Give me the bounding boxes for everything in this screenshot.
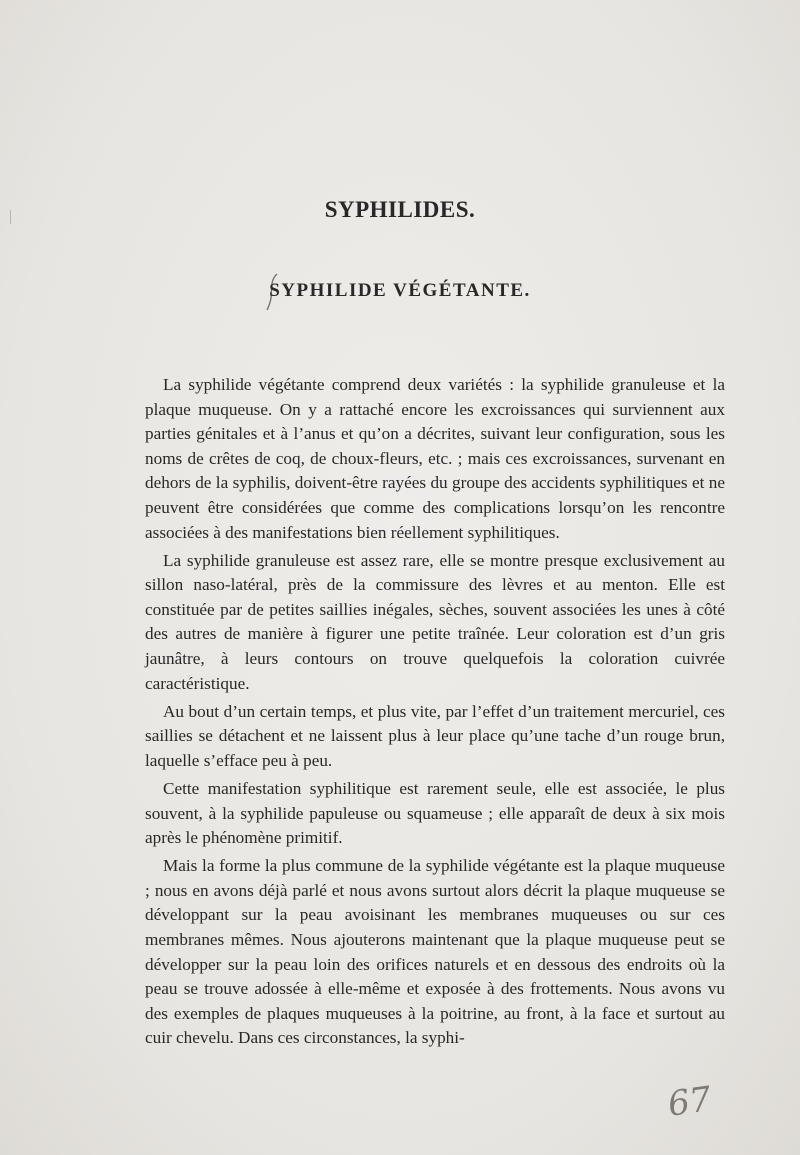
paragraph: La syphilide granuleuse est assez rare, elle se montre presque exclusivement au sillon naso-latéral, près de la commissure des lèvres et au menton. Elle est constituée par de petites saillies inégales, sèches, souvent associées les unes à côté des autres de manière à figurer une petite traînée. Leur coloration est d’un gris jaunâtre, à leurs contours on trouve quelquefois la coloration cuivrée caractéristique. (145, 550, 725, 693)
paragraph: Mais la forme la plus commune de la syphilide végétante est la plaque muqueuse ; nous en avons déjà parlé et nous avons surtout alors décrit la plaque muqueuse se développant sur la peau avoisinant les membranes muqueuses ou sur ces membranes mêmes. Nous ajouterons maintenant que la plaque muqueuse peut se développer sur la peau loin des orifices naturels et en dessous des endroits où la peau se trouve adossée à elle-même et exposée à des frottements. Nous avons vu des exemples de plaques muqueuses à la poitrine, au front, à la face et surtout au cuir chevelu. Dans ces circonstances, la syphi- (145, 856, 725, 1048)
paragraph: Cette manifestation syphilitique est rarement seule, elle est associée, le plus souvent, à la syphilide papuleuse ou squameuse ; elle apparaît de deux à six mois après le phénomène primitif. (145, 779, 725, 848)
paragraph: La syphilide végétante comprend deux variétés : la syphilide granuleuse et la plaque muqueuse. On y a rattaché encore les excroissances qui surviennent aux parties génitales et à l’anus et qu’on a décrites, suivant leur configuration, sous les noms de crêtes de coq, de choux-fleurs, etc. ; mais ces excroissances, survenant en dehors de la syphilis, doivent-être rayées du groupe des accidents syphilitiques et ne peuvent être considérées que comme des complications lorsqu’on les rencontre associées à des manifestations bien réellement syphilitiques. (145, 375, 725, 542)
section-title: SYPHILIDES. (324, 197, 476, 222)
handwritten-folio-number: 67 (665, 1079, 714, 1125)
body-text (145, 373, 725, 1055)
paragraph: Au bout d’un certain temps, et plus vite, par l’effet d’un traitement mercuriel, ces saillies se détachent et ne laissent plus à leur place qu’une tache d’un rouge brun, laquelle s’efface peu à peu. (145, 701, 725, 770)
subsection-title: SYPHILIDE VÉGÉTANTE. (269, 280, 531, 301)
